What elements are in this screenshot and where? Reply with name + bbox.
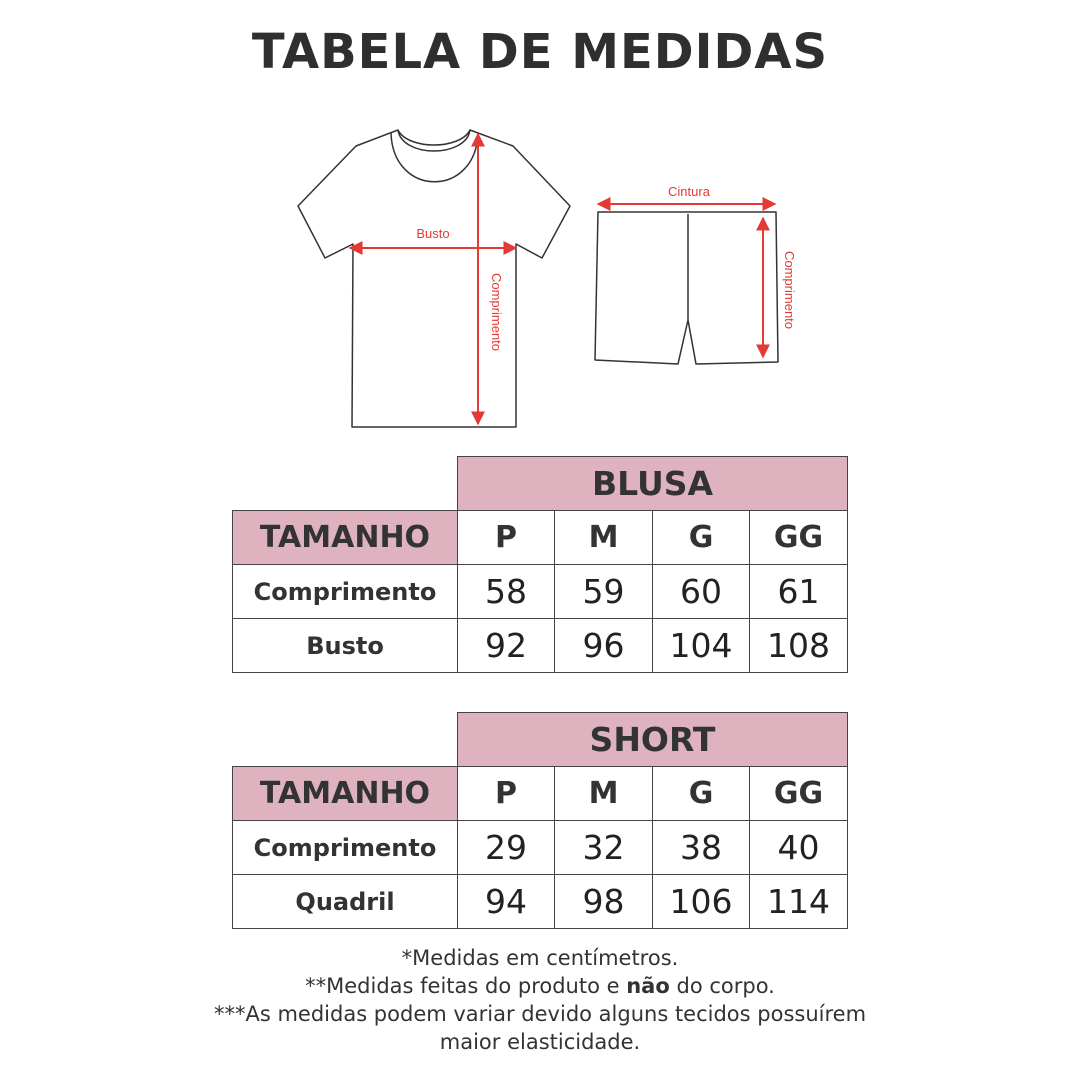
blank-corner: [233, 713, 458, 767]
table-cell: 108: [750, 619, 848, 673]
table-cell: 94: [458, 875, 555, 929]
size-m-header: M: [555, 767, 653, 821]
table-cell: 38: [653, 821, 750, 875]
short-drawing: [595, 212, 778, 364]
table-row: [233, 875, 848, 929]
table-cell: 92: [458, 619, 555, 673]
size-m-header: M: [555, 511, 653, 565]
table-cell: 106: [653, 875, 750, 929]
note-elasticity-2: maior elasticidade.: [439, 1030, 641, 1054]
row-label: Quadril: [233, 875, 458, 929]
note-product-bold: não: [626, 974, 670, 998]
table-cell: 58: [458, 565, 555, 619]
size-p-header: P: [458, 511, 555, 565]
size-gg-header: GG: [750, 767, 848, 821]
size-g-header: G: [653, 511, 750, 565]
note-product-end: do corpo.: [676, 974, 775, 998]
page-title: TABELA DE MEDIDAS: [251, 24, 829, 80]
note-product: [0, 972, 1080, 1000]
size-header: TAMANHO: [233, 767, 458, 821]
table-cell: 61: [750, 565, 848, 619]
short-length-label: Comprimento: [782, 250, 797, 330]
size-g-header: G: [653, 767, 750, 821]
size-p-header: P: [458, 767, 555, 821]
size-gg-header: GG: [750, 511, 848, 565]
note-product-start: **Medidas feitas do produto e: [305, 974, 620, 998]
table-row: [233, 619, 848, 673]
table-cell: 29: [458, 821, 555, 875]
tshirt-drawing: [298, 130, 570, 427]
row-label: Comprimento: [233, 565, 458, 619]
busto-label: Busto: [416, 226, 450, 241]
table-cell: 98: [555, 875, 653, 929]
blusa-table-title: BLUSA: [458, 457, 848, 511]
table-cell: 114: [750, 875, 848, 929]
row-label: Busto: [233, 619, 458, 673]
table-cell: 60: [653, 565, 750, 619]
table-cell: 32: [555, 821, 653, 875]
row-label: Comprimento: [233, 821, 458, 875]
table-cell: 104: [653, 619, 750, 673]
blusa-size-table: [232, 456, 848, 673]
table-cell: 40: [750, 821, 848, 875]
cintura-label: Cintura: [668, 184, 710, 199]
table-row: [233, 821, 848, 875]
size-header: TAMANHO: [233, 511, 458, 565]
garment-illustration: [280, 120, 820, 440]
table-cell: 96: [555, 619, 653, 673]
table-cell: 59: [555, 565, 653, 619]
footnotes: [0, 944, 1080, 1056]
blank-corner: [233, 457, 458, 511]
note-elasticity-1: ***As medidas podem variar devido alguns tecidos possuírem: [213, 1002, 867, 1026]
short-size-table: [232, 712, 848, 929]
note-units: *Medidas em centímetros.: [401, 946, 679, 970]
table-row: [233, 565, 848, 619]
shirt-length-label: Comprimento: [489, 272, 504, 352]
short-table-title: SHORT: [458, 713, 848, 767]
